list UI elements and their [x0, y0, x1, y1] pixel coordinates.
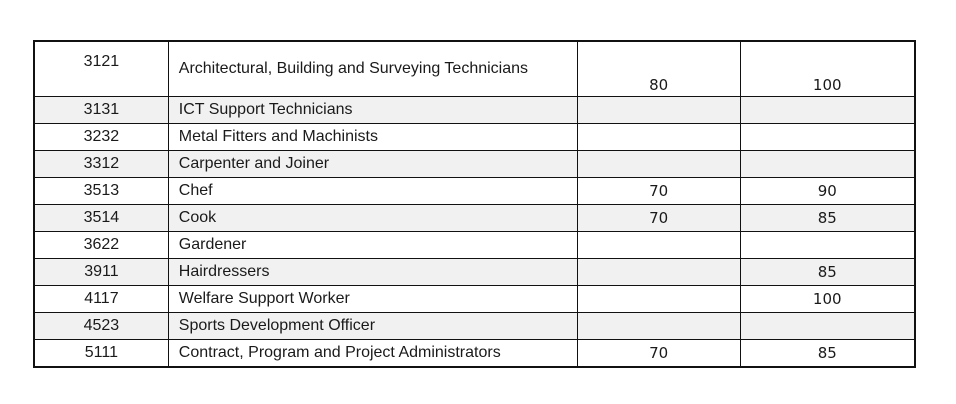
value-a: 70 [577, 178, 740, 205]
table-row [34, 232, 915, 259]
value-b: 85 [740, 205, 915, 232]
occupation-code: 3513 [34, 178, 168, 205]
value-b: 100 [740, 41, 915, 97]
table-row [34, 340, 915, 368]
value-b [740, 124, 915, 151]
value-a [577, 124, 740, 151]
occupation-code: 3622 [34, 232, 168, 259]
value-a [577, 232, 740, 259]
occupation-code: 3232 [34, 124, 168, 151]
value-b: 100 [740, 286, 915, 313]
occupation-title: Contract, Program and Project Administrators [168, 340, 577, 368]
occupation-table [33, 40, 916, 368]
table-row [34, 259, 915, 286]
value-a [577, 151, 740, 178]
value-a: 70 [577, 205, 740, 232]
value-b: 85 [740, 259, 915, 286]
table-row [34, 41, 915, 97]
table-row [34, 286, 915, 313]
occupation-title: Hairdressers [168, 259, 577, 286]
value-a [577, 313, 740, 340]
occupation-code: 3312 [34, 151, 168, 178]
occupation-code: 3121 [34, 41, 168, 97]
value-a [577, 259, 740, 286]
table-row [34, 178, 915, 205]
occupation-code: 3514 [34, 205, 168, 232]
occupation-title: Sports Development Officer [168, 313, 577, 340]
value-b: 90 [740, 178, 915, 205]
occupation-title: Metal Fitters and Machinists [168, 124, 577, 151]
table-row [34, 205, 915, 232]
occupation-title: Gardener [168, 232, 577, 259]
value-b [740, 313, 915, 340]
occupation-code: 3911 [34, 259, 168, 286]
occupation-title: Chef [168, 178, 577, 205]
value-b: 85 [740, 340, 915, 368]
occupation-title: Architectural, Building and Surveying Technicians [168, 41, 577, 97]
table-row [34, 151, 915, 178]
occupation-code: 3131 [34, 97, 168, 124]
occupation-title: Carpenter and Joiner [168, 151, 577, 178]
occupation-title: Welfare Support Worker [168, 286, 577, 313]
table-row [34, 124, 915, 151]
value-a: 70 [577, 340, 740, 368]
value-b [740, 232, 915, 259]
value-b [740, 151, 915, 178]
table-row [34, 97, 915, 124]
occupation-code: 4523 [34, 313, 168, 340]
value-a [577, 286, 740, 313]
occupation-title: Cook [168, 205, 577, 232]
value-a [577, 97, 740, 124]
value-b [740, 97, 915, 124]
table-row [34, 313, 915, 340]
value-a: 80 [577, 41, 740, 97]
occupation-code: 4117 [34, 286, 168, 313]
occupation-code: 5111 [34, 340, 168, 368]
occupation-title: ICT Support Technicians [168, 97, 577, 124]
